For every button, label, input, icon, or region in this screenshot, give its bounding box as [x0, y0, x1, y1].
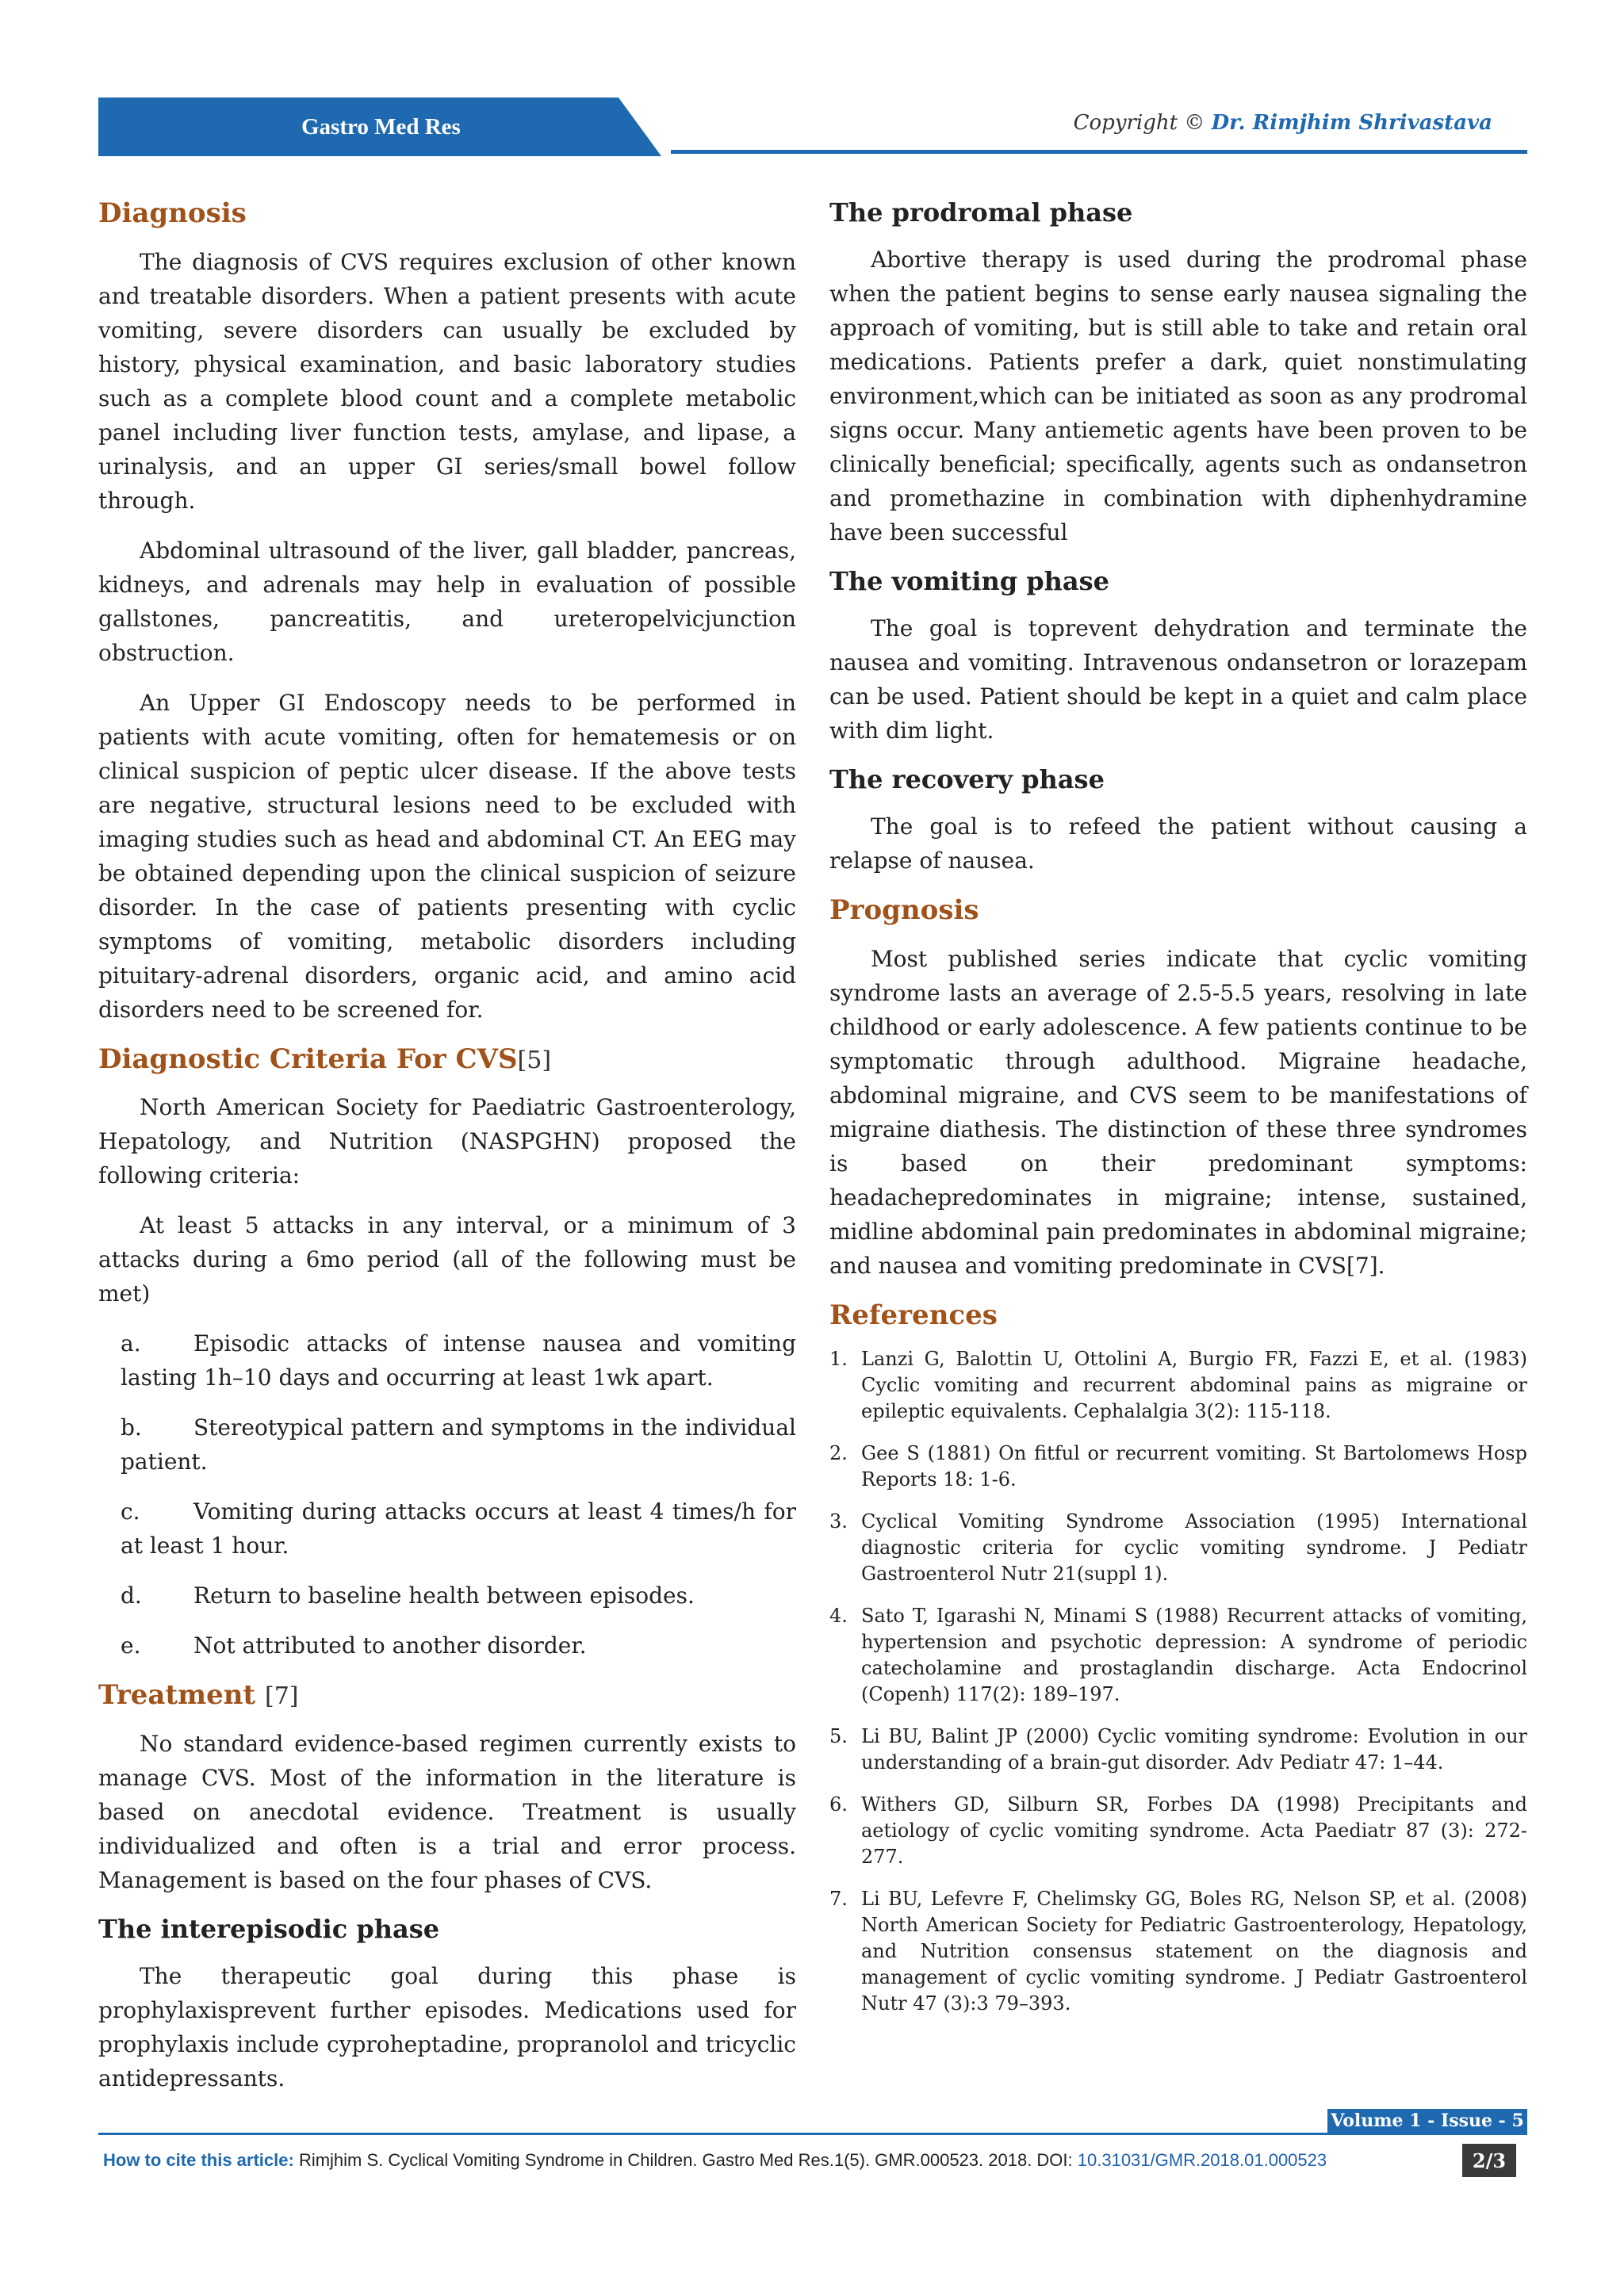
reference-text: Li BU, Balint JP (2000) Cyclic vomiting syndrome: Evolution in our understanding of a brain-gut disorder. Adv Pediatr 47: 1–44.: [861, 1725, 1527, 1774]
interepisodic-heading: The interepisodic phase: [98, 1913, 440, 1944]
references-heading: References: [829, 1299, 998, 1331]
criteria-item: [98, 1410, 796, 1479]
criteria-item-label: c.: [121, 1498, 140, 1525]
reference-text: Cyclical Vomiting Syndrome Association (1995) International diagnostic criteria for cyclic vomiting syndrome. J Pediatr Gastroenterol Nutr 21(suppl 1).: [861, 1510, 1527, 1585]
criteria-item: [98, 1494, 796, 1563]
copyright-prefix: Copyright ©: [1073, 111, 1212, 135]
diagnosis-paragraph-3: An Upper GI Endoscopy needs to be performed in patients with acute vomiting, often for hematemesis or on clinical suspicion of peptic ulcer disease. If the above tests are negative, structural lesions need to be excluded with imaging studies such as head and abdominal CT. An EEG may be obtained depending upon the clinical suspicion of seizure disorder. In the case of patients presenting with cyclic symptoms of vomiting, metabolic disorders including pituitary-adrenal disorders, organic acid, and amino acid disorders need to be screened for.: [98, 689, 796, 1023]
treatment-citation-link[interactable]: [7]: [264, 1682, 299, 1710]
criteria-heading-text: Diagnostic Criteria For CVS: [98, 1043, 518, 1075]
criteria-item-label: e.: [121, 1632, 141, 1659]
criteria-item: [98, 1326, 796, 1395]
reference-text: Li BU, Lefevre F, Chelimsky GG, Boles RG, Nelson SP, et al. (2008) North American Society for Pediatric Gastroenterology, Hepatology, and Nutrition consensus statement on the diagnosis and management of cyclic vomiting syndrome. J Pediatr Gastroenterol Nutr 47 (3):3 79–393.: [861, 1888, 1527, 2015]
reference-text: Gee S (1881) On fitful or recurrent vomiting. St Bartolomews Hosp Reports 18: 1-6.: [861, 1442, 1527, 1490]
criteria-item-text: Return to baseline health between episodes.: [193, 1582, 695, 1609]
copyright: [1074, 111, 1492, 135]
recovery-heading: The recovery phase: [829, 764, 1105, 794]
reference-item: [829, 1509, 1527, 1587]
criteria-item: [98, 1578, 796, 1613]
criteria-item-label: b.: [121, 1414, 142, 1441]
criteria-item: [98, 1628, 796, 1663]
reference-number: 4.: [829, 1605, 848, 1627]
reference-item: [829, 1441, 1527, 1493]
prognosis-paragraph: Most published series indicate that cyclic vomiting syndrome lasts an average of 2.5-5.5 years, resolving in late childhood or early adolescence. A few patients continue to be symptomatic through adulthood. Migraine headache, abdominal migraine, and CVS seem to be manifestations of migraine diathesis. The distinction of these three syndromes is based on their predominant symptoms: headachepredominates in migraine; intense, sustained, midline abdominal pain predominates in abdominal migraine; and nausea and vomiting predominate in CVS[7].: [829, 945, 1527, 1279]
header-rule: [671, 150, 1527, 154]
vomiting-phase-heading: The vomiting phase: [829, 566, 1109, 596]
references-list: [829, 1346, 1527, 2017]
prognosis-heading: Prognosis: [829, 894, 979, 926]
reference-number: 1.: [829, 1348, 848, 1370]
page-number: 2/3: [1462, 2144, 1516, 2177]
reference-text: Sato T, Igarashi N, Minami S (1988) Recurrent attacks of vomiting, hypertension and psychotic depression: A syndrome of periodic catecholamine and prostaglandin discharge. Acta Endocrinol (Copenh) 117(2): 189–197.: [861, 1605, 1527, 1705]
reference-item: [829, 1886, 1527, 2017]
vomiting-phase-paragraph: The goal is toprevent dehydration and terminate the nausea and vomiting. Intravenous ondansetron or lorazepam can be used. Patient should be kept in a quiet and calm place with dim light.: [829, 615, 1527, 744]
journal-title: Gastro Med Res: [301, 113, 461, 140]
left-column: [98, 197, 796, 2111]
reference-item: [829, 1603, 1527, 1708]
criteria-item-text: Stereotypical pattern and symptoms in the individual patient.: [121, 1414, 796, 1475]
reference-number: 5.: [829, 1725, 848, 1747]
prodromal-paragraph: Abortive therapy is used during the prodromal phase when the patient begins to sense early nausea signaling the approach of vomiting, but is still able to take and retain oral medications. Patients prefer a dark, quiet nonstimulating environment,which can be initiated as soon as any prodromal signs occur. Many antiemetic agents have been proven to be clinically beneficial; specifically, agents such as ondansetron and promethazine in combination with diphenhydramine have been successful: [829, 247, 1527, 545]
criteria-item-text: Episodic attacks of intense nausea and vomiting lasting 1h–10 days and occurring at least 1wk apart.: [121, 1330, 796, 1391]
doi-link[interactable]: 10.31031/GMR.2018.01.000523: [1077, 2150, 1327, 2170]
prodromal-heading: The prodromal phase: [829, 197, 1133, 228]
diagnosis-heading: Diagnosis: [98, 197, 247, 229]
citation-lead: How to cite this article:: [103, 2150, 294, 2170]
interepisodic-paragraph: The therapeutic goal during this phase is prophylaxisprevent further episodes. Medications used for prophylaxis include cyproheptadine, propranolol and tricyclic antidepressants.: [98, 1962, 796, 2091]
reference-item: [829, 1724, 1527, 1776]
reference-number: 2.: [829, 1442, 848, 1464]
criteria-paragraph-2: At least 5 attacks in any interval, or a minimum of 3 attacks during a 6mo period (all of the following must be met): [98, 1212, 796, 1307]
right-column: [829, 197, 1527, 2033]
reference-number: 6.: [829, 1793, 848, 1816]
reference-number: 3.: [829, 1510, 848, 1533]
criteria-item-text: Vomiting during attacks occurs at least 4 times/h for at least 1 hour.: [121, 1498, 796, 1559]
criteria-item-label: d.: [121, 1582, 142, 1609]
diagnosis-paragraph-2: Abdominal ultrasound of the liver, gall bladder, pancreas, kidneys, and adrenals may help in evaluation of possible gallstones, pancreatitis, and ureteropelvicjunction obstruction.: [98, 537, 796, 666]
citation-line: [103, 2150, 1327, 2171]
criteria-item-label: a.: [121, 1330, 141, 1357]
copyright-author: Dr. Rimjhim Shrivastava: [1211, 111, 1492, 135]
treatment-heading: [98, 1678, 796, 1712]
recovery-paragraph: The goal is to refeed the patient without causing a relapse of nausea.: [829, 813, 1527, 874]
footer-rule: [98, 2133, 1527, 2135]
criteria-item-text: Not attributed to another disorder.: [193, 1632, 587, 1659]
treatment-paragraph: No standard evidence-based regimen currently exists to manage CVS. Most of the information in the literature is based on anecdotal evidence. Treatment is usually individualized and often is a trial and error process. Management is based on the four phases of CVS.: [98, 1730, 796, 1893]
diagnosis-paragraph-1: The diagnosis of CVS requires exclusion of other known and treatable disorders. When a patient presents with acute vomiting, severe disorders can usually be excluded by history, physical examination, and basic laboratory studies such as a complete blood count and a complete metabolic panel including liver function tests, amylase, and lipase, a urinalysis, and an upper GI series/small bowel follow through.: [98, 248, 796, 514]
treatment-heading-text: Treatment: [98, 1679, 256, 1711]
reference-text: Lanzi G, Balottin U, Ottolini A, Burgio FR, Fazzi E, et al. (1983) Cyclic vomiting and recurrent abdominal pains as migraine or epileptic equivalents. Cephalalgia 3(2): 115-118.: [861, 1348, 1527, 1422]
criteria-citation-link[interactable]: [5]: [517, 1046, 552, 1074]
citation-text: Rimjhim S. Cyclical Vomiting Syndrome in Children. Gastro Med Res.1(5). GMR.000523. 2018. DOI:: [293, 2150, 1078, 2170]
reference-text: Withers GD, Silburn SR, Forbes DA (1998) Precipitants and aetiology of cyclic vomiting syndrome. Acta Paediatr 87 (3): 272-277.: [861, 1793, 1527, 1868]
volume-issue-badge: Volume 1 - Issue - 5: [1327, 2109, 1527, 2133]
reference-item: [829, 1346, 1527, 1425]
criteria-heading: [98, 1043, 796, 1077]
criteria-paragraph-1: North American Society for Paediatric Gastroenterology, Hepatology, and Nutrition (NASPGHN) proposed the following criteria:: [98, 1094, 796, 1188]
reference-number: 7.: [829, 1888, 848, 1910]
reference-item: [829, 1792, 1527, 1870]
